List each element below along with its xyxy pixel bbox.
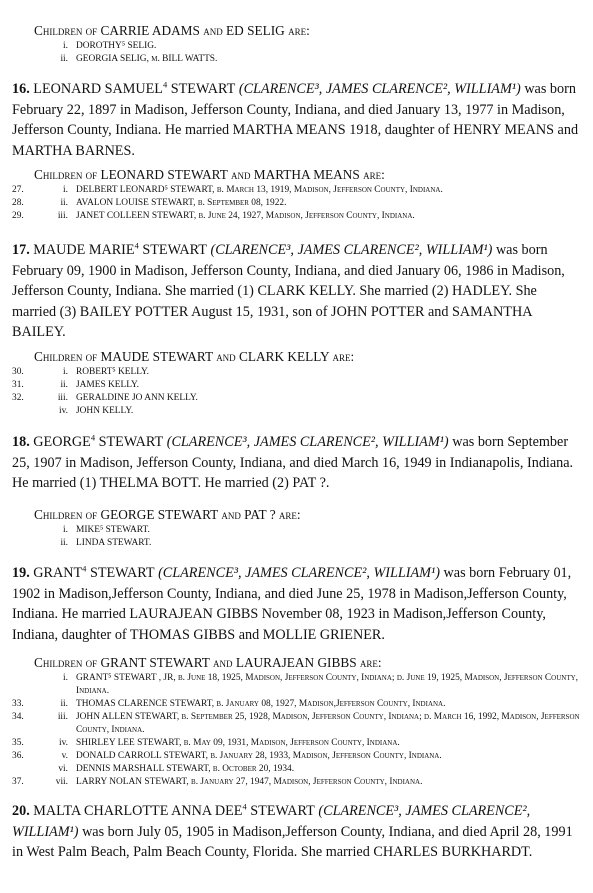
children-heading: Children of GRANT STEWART and LAURAJEAN GIBBS are: xyxy=(34,655,382,670)
child-row xyxy=(12,210,584,223)
child-row xyxy=(12,737,584,750)
child-number: 32. xyxy=(12,393,24,403)
child-roman: iv. xyxy=(58,406,68,416)
child-row xyxy=(12,672,584,698)
entry-body: was born February 09, 1900 in Madison, Jefferson County, Indiana, and died January 06, 1986 in Madison, Jefferson County, Indiana. She married (1) CLARK KELLY. She married (2) HADLEY. She married (3) BAILEY POTTER August 15, 1931, son of JOHN POTTER and SAMANTHA BAILEY. xyxy=(12,242,565,340)
generation-marker: 4 xyxy=(90,432,96,443)
child-row xyxy=(12,524,584,537)
child-text: DELBERT LEONARD⁵ STEWART, b. March 13, 1919, Madison, Jefferson County, Indiana. xyxy=(76,185,443,195)
entry-number: 17. xyxy=(12,242,30,258)
person-name: MAUDE MARIE xyxy=(33,242,135,258)
child-text: DONALD CARROLL STEWART, b. January 28, 1933, Madison, Jefferson County, Indiana. xyxy=(76,751,442,761)
entry-17 xyxy=(12,240,584,343)
child-number: 36. xyxy=(12,751,24,761)
entry-number: 20. xyxy=(12,803,30,819)
lineage: (CLARENCE³, JAMES CLARENCE², WILLIAM¹) xyxy=(158,565,440,581)
child-text: LARRY NOLAN STEWART, b. January 27, 1947, Madison, Jefferson County, Indiana. xyxy=(76,777,423,787)
child-roman: v. xyxy=(61,751,68,761)
child-row xyxy=(12,750,584,763)
person-surname: STEWART xyxy=(170,81,236,97)
child-text: JANET COLLEEN STEWART, b. June 24, 1927, Madison, Jefferson County, Indiana. xyxy=(76,211,415,221)
child-row xyxy=(12,53,584,66)
child-number: 31. xyxy=(12,380,24,390)
child-roman: i. xyxy=(63,367,68,377)
child-roman: i. xyxy=(63,525,68,535)
generation-marker: 4 xyxy=(242,801,247,812)
child-number: 37. xyxy=(12,777,24,787)
children-heading: Children of LEONARD STEWART and MARTHA MEANS are: xyxy=(34,167,385,182)
lineage: (CLARENCE³, JAMES CLARENCE², WILLIAM¹) xyxy=(166,434,449,450)
children-heading: Children of GEORGE STEWART and PAT ? are: xyxy=(34,507,301,522)
child-roman: vii. xyxy=(55,777,68,787)
entry-16 xyxy=(12,79,584,161)
person-surname: STEWART xyxy=(98,434,164,450)
person-name: GEORGE xyxy=(33,434,91,450)
child-row xyxy=(12,184,584,197)
child-row xyxy=(12,537,584,550)
child-text: ROBERT⁵ KELLY. xyxy=(76,367,149,377)
generation-marker: 4 xyxy=(134,240,139,251)
person-surname: STEWART xyxy=(89,565,155,581)
child-text: GEORGIA SELIG, m. BILL WATTS. xyxy=(76,54,218,64)
children-block-adams-selig xyxy=(12,22,584,66)
entry-number: 16. xyxy=(12,81,30,97)
child-number: 35. xyxy=(12,738,24,748)
entry-body: was born July 05, 1905 in Madison,Jefferson County, Indiana, and died April 28, 1991 in West Palm Beach, Palm Beach County, Florida. She married CHARLES BURKHARDT. xyxy=(12,823,573,860)
children-heading: Children of CARRIE ADAMS and ED SELIG are: xyxy=(34,23,310,38)
child-roman: vi. xyxy=(58,764,68,774)
child-roman: i. xyxy=(63,673,68,683)
child-text: GERALDINE JO ANN KELLY. xyxy=(76,393,198,403)
child-text: MIKE⁵ STEWART. xyxy=(76,525,150,535)
entry-19 xyxy=(12,563,584,645)
child-text: DENNIS MARSHALL STEWART, b. October 20, 1934. xyxy=(76,764,295,774)
entry-paragraph xyxy=(12,79,584,161)
child-roman: iii. xyxy=(57,712,68,722)
generation-marker: 4 xyxy=(162,79,168,90)
child-number: 33. xyxy=(12,699,24,709)
child-number: 28. xyxy=(12,198,24,208)
entry-paragraph xyxy=(12,801,584,863)
child-row xyxy=(12,197,584,210)
children-block-17 xyxy=(12,348,584,418)
child-roman: ii. xyxy=(60,380,68,390)
child-number: 30. xyxy=(12,367,24,377)
entry-18 xyxy=(12,432,584,494)
entry-body: was born February 01, 1902 in Madison,Jefferson County, Indiana, and died June 25, 1978 in Madison,Jefferson County, Indiana. He married LAURAJEAN GIBBS November 08, 1923 in Madison,Jefferson County, Indiana, daughter of THOMAS GIBBS and MOLLIE GRIENER. xyxy=(12,565,572,643)
child-text: AVALON LOUISE STEWART, b. September 08, 1922. xyxy=(76,198,287,208)
entry-20 xyxy=(12,801,584,863)
child-row xyxy=(12,776,584,789)
entry-paragraph xyxy=(12,432,584,494)
person-name: GRANT xyxy=(33,565,83,581)
person-name: LEONARD SAMUEL xyxy=(33,81,163,97)
entry-number: 18. xyxy=(12,434,30,450)
child-text: JAMES KELLY. xyxy=(76,380,139,390)
child-row xyxy=(12,763,584,776)
child-row xyxy=(12,405,584,418)
generation-marker: 4 xyxy=(82,563,87,574)
entry-body: was born September 25, 1907 in Madison, Jefferson County, Indiana, and died March 16, 1949 in Indianapolis, Indiana. He married (1) THELMA BOTT. He married (2) PAT ?. xyxy=(12,434,574,491)
child-text: GRANT⁵ STEWART , JR, b. June 18, 1925, Madison, Jefferson County, Indiana; d. June 19, 1925, Madison, Jefferson County, Indiana. xyxy=(76,673,579,696)
child-text: LINDA STEWART. xyxy=(76,538,152,548)
child-row xyxy=(12,379,584,392)
person-name: MALTA CHARLOTTE ANNA DEE xyxy=(33,803,243,819)
children-block-18 xyxy=(12,506,584,550)
person-surname: STEWART xyxy=(250,803,315,819)
child-roman: iv. xyxy=(58,738,68,748)
child-roman: ii. xyxy=(60,54,68,64)
child-row xyxy=(12,40,584,53)
children-block-19 xyxy=(12,654,584,789)
child-row xyxy=(12,711,584,737)
child-row xyxy=(12,392,584,405)
lineage: (CLARENCE³, JAMES CLARENCE², WILLIAM¹) xyxy=(210,242,493,258)
child-roman: i. xyxy=(63,41,68,51)
child-number: 29. xyxy=(12,211,24,221)
child-text: THOMAS CLARENCE STEWART, b. January 08, 1927, Madison,Jefferson County, Indiana. xyxy=(76,699,446,709)
child-row xyxy=(12,698,584,711)
child-roman: iii. xyxy=(57,211,68,221)
person-surname: STEWART xyxy=(142,242,207,258)
entry-paragraph xyxy=(12,563,584,645)
lineage: (CLARENCE³, JAMES CLARENCE², WILLIAM¹) xyxy=(238,81,521,97)
child-number: 34. xyxy=(12,712,24,722)
entry-body: was born February 22, 1897 in Madison, Jefferson County, Indiana, and died January 13, 1977 in Madison, Jefferson County, Indiana. He married MARTHA MEANS 1918, daughter of HENRY MEANS and MARTHA BARNES. xyxy=(12,81,579,159)
child-roman: ii. xyxy=(60,538,68,548)
child-roman: ii. xyxy=(60,198,68,208)
children-block-16 xyxy=(12,166,584,223)
child-number: 27. xyxy=(12,185,24,195)
children-heading: Children of MAUDE STEWART and CLARK KELLY are: xyxy=(34,349,355,364)
entry-paragraph xyxy=(12,240,584,343)
child-row xyxy=(12,366,584,379)
lineage: (CLARENCE³, JAMES CLARENCE², WILLIAM¹) xyxy=(12,803,531,840)
child-roman: iii. xyxy=(57,393,68,403)
child-text: DOROTHY⁵ SELIG. xyxy=(76,41,157,51)
child-text: JOHN ALLEN STEWART, b. September 25, 1928, Madison, Jefferson County, Indiana; d. March 16, 1992, Madison, Jefferson County, Indiana. xyxy=(76,712,580,735)
child-text: SHIRLEY LEE STEWART, b. May 09, 1931, Madison, Jefferson County, Indiana. xyxy=(76,738,400,748)
child-text: JOHN KELLY. xyxy=(76,406,134,416)
child-roman: i. xyxy=(63,185,68,195)
entry-number: 19. xyxy=(12,565,30,581)
child-roman: ii. xyxy=(60,699,68,709)
